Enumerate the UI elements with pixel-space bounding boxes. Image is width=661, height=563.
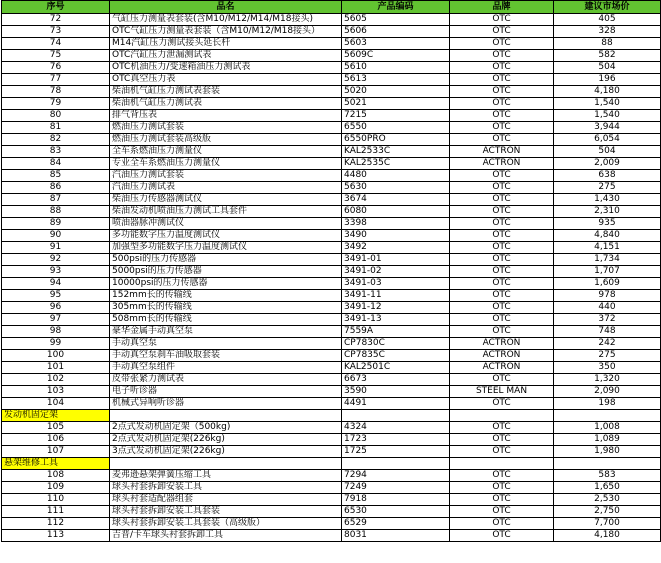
cell-brand: OTC [450, 62, 554, 74]
cell-seq: 88 [2, 206, 110, 218]
cell-seq: 76 [2, 62, 110, 74]
cell-seq: 110 [2, 494, 110, 506]
cell-name: 柴油发动机喷油压力测试工具套件 [110, 206, 342, 218]
cell-seq: 94 [2, 278, 110, 290]
section-empty-cell [554, 458, 661, 470]
cell-price: 1,650 [554, 482, 661, 494]
cell-name: 柴油机气缸压力测试表 [110, 98, 342, 110]
cell-code: 3492 [342, 242, 450, 254]
cell-code: 6529 [342, 518, 450, 530]
table-row [2, 146, 661, 158]
cell-seq: 86 [2, 182, 110, 194]
cell-price: 196 [554, 74, 661, 86]
cell-name: 手动真空泵 [110, 338, 342, 350]
section-title: 发动机固定架 [2, 410, 110, 422]
cell-code: 5613 [342, 74, 450, 86]
cell-brand: ACTRON [450, 158, 554, 170]
table-row [2, 26, 661, 38]
cell-price: 2,310 [554, 206, 661, 218]
cell-brand: OTC [450, 134, 554, 146]
cell-brand: ACTRON [450, 146, 554, 158]
cell-seq: 74 [2, 38, 110, 50]
cell-brand: OTC [450, 398, 554, 410]
cell-brand: OTC [450, 98, 554, 110]
cell-price: 6,054 [554, 134, 661, 146]
cell-seq: 108 [2, 470, 110, 482]
cell-brand: ACTRON [450, 350, 554, 362]
cell-seq: 101 [2, 362, 110, 374]
table-row [2, 158, 661, 170]
cell-code: 6530 [342, 506, 450, 518]
cell-seq: 84 [2, 158, 110, 170]
cell-price: 1,430 [554, 194, 661, 206]
cell-name: 吉普/卡车球头衬套拆卸工具 [110, 530, 342, 542]
header-brand: 品牌 [450, 1, 554, 14]
header-row [2, 1, 661, 14]
cell-seq: 104 [2, 398, 110, 410]
cell-name: 305mm长的传输线 [110, 302, 342, 314]
cell-code: CP7835C [342, 350, 450, 362]
cell-code: 5603 [342, 38, 450, 50]
cell-seq: 81 [2, 122, 110, 134]
cell-seq: 83 [2, 146, 110, 158]
cell-code: 3398 [342, 218, 450, 230]
cell-code: 4491 [342, 398, 450, 410]
cell-price: 935 [554, 218, 661, 230]
cell-code: 3490 [342, 230, 450, 242]
cell-name: 球头衬套适配器组套 [110, 494, 342, 506]
cell-price: 504 [554, 62, 661, 74]
table-row [2, 494, 661, 506]
cell-price: 1,008 [554, 422, 661, 434]
cell-name: 排气背压表 [110, 110, 342, 122]
cell-price: 7,700 [554, 518, 661, 530]
cell-name: 全车系燃油压力测量仪 [110, 146, 342, 158]
cell-price: 405 [554, 14, 661, 26]
cell-code: 3674 [342, 194, 450, 206]
cell-brand: OTC [450, 326, 554, 338]
cell-code: 3491-12 [342, 302, 450, 314]
cell-seq: 107 [2, 446, 110, 458]
cell-seq: 82 [2, 134, 110, 146]
cell-price: 4,180 [554, 86, 661, 98]
cell-name: M14汽缸压力测试接头延长杆 [110, 38, 342, 50]
cell-name: OTC机油压力/变速箱油压力测试表 [110, 62, 342, 74]
cell-code: 6550PRO [342, 134, 450, 146]
cell-code: 5630 [342, 182, 450, 194]
section-empty-cell [342, 410, 450, 422]
cell-price: 1,540 [554, 110, 661, 122]
cell-brand: OTC [450, 434, 554, 446]
cell-price: 1,540 [554, 98, 661, 110]
table-row [2, 242, 661, 254]
table-row [2, 206, 661, 218]
cell-brand: OTC [450, 278, 554, 290]
cell-price: 583 [554, 470, 661, 482]
table-row [2, 446, 661, 458]
table-row [2, 398, 661, 410]
cell-name: 柴油机气缸压力测试表套装 [110, 86, 342, 98]
cell-seq: 105 [2, 422, 110, 434]
section-empty-cell [450, 458, 554, 470]
table-row [2, 50, 661, 62]
table-row [2, 470, 661, 482]
cell-brand: OTC [450, 314, 554, 326]
cell-name: 机械式异响听诊器 [110, 398, 342, 410]
cell-price: 88 [554, 38, 661, 50]
cell-name: 柴油压力传感器测试仪 [110, 194, 342, 206]
cell-name: 2点式发动机固定架（500kg) [110, 422, 342, 434]
cell-code: 3590 [342, 386, 450, 398]
cell-brand: ACTRON [450, 338, 554, 350]
cell-code: 3491-11 [342, 290, 450, 302]
table-row [2, 386, 661, 398]
table-row [2, 230, 661, 242]
cell-price: 4,840 [554, 230, 661, 242]
cell-code: 5021 [342, 98, 450, 110]
cell-name: 燃油压力测试套装 [110, 122, 342, 134]
table-row [2, 338, 661, 350]
cell-code: 1725 [342, 446, 450, 458]
cell-name: 10000psi的压力传感器 [110, 278, 342, 290]
cell-name: OTC气缸压力测量表套装（含M10/M12/M18接头） [110, 26, 342, 38]
cell-price: 1,707 [554, 266, 661, 278]
cell-code: 7918 [342, 494, 450, 506]
table-row [2, 326, 661, 338]
cell-brand: OTC [450, 254, 554, 266]
cell-brand: OTC [450, 422, 554, 434]
cell-price: 582 [554, 50, 661, 62]
cell-price: 198 [554, 398, 661, 410]
cell-code: 6080 [342, 206, 450, 218]
cell-seq: 97 [2, 314, 110, 326]
cell-seq: 90 [2, 230, 110, 242]
cell-code: 7215 [342, 110, 450, 122]
table-row [2, 194, 661, 206]
cell-brand: OTC [450, 50, 554, 62]
cell-code: 8031 [342, 530, 450, 542]
cell-seq: 98 [2, 326, 110, 338]
cell-code: 4324 [342, 422, 450, 434]
section-empty-cell [342, 458, 450, 470]
table-row [2, 218, 661, 230]
cell-code: 4480 [342, 170, 450, 182]
table-row [2, 302, 661, 314]
cell-price: 372 [554, 314, 661, 326]
cell-brand: OTC [450, 206, 554, 218]
cell-brand: OTC [450, 506, 554, 518]
cell-price: 2,750 [554, 506, 661, 518]
table-row [2, 254, 661, 266]
table-row [2, 122, 661, 134]
cell-seq: 73 [2, 26, 110, 38]
cell-seq: 95 [2, 290, 110, 302]
cell-name: 手动真空泵组件 [110, 362, 342, 374]
cell-price: 440 [554, 302, 661, 314]
section-header-row [2, 458, 661, 470]
cell-code: 6550 [342, 122, 450, 134]
cell-brand: OTC [450, 218, 554, 230]
cell-brand: OTC [450, 482, 554, 494]
cell-price: 1,609 [554, 278, 661, 290]
cell-name: 豪华金属手动真空泵 [110, 326, 342, 338]
cell-seq: 87 [2, 194, 110, 206]
cell-seq: 77 [2, 74, 110, 86]
table-row [2, 506, 661, 518]
cell-brand: OTC [450, 266, 554, 278]
cell-price: 242 [554, 338, 661, 350]
cell-name: 加强型多功能数字压力温度测试仪 [110, 242, 342, 254]
cell-price: 1,734 [554, 254, 661, 266]
cell-code: 7559A [342, 326, 450, 338]
cell-code: 3491-03 [342, 278, 450, 290]
cell-brand: OTC [450, 302, 554, 314]
table-row [2, 518, 661, 530]
cell-brand: OTC [450, 446, 554, 458]
table-row [2, 110, 661, 122]
cell-name: 球头衬套拆卸安装工具 [110, 482, 342, 494]
cell-brand: OTC [450, 182, 554, 194]
cell-brand: OTC [450, 494, 554, 506]
cell-name: 燃油压力测试套装高级版 [110, 134, 342, 146]
cell-name: 球头衬套拆卸安装工具套装 [110, 506, 342, 518]
cell-seq: 85 [2, 170, 110, 182]
cell-seq: 96 [2, 302, 110, 314]
cell-name: OTC汽缸压力泄漏测试表 [110, 50, 342, 62]
cell-name: 3点式发动机固定架(226kg) [110, 446, 342, 458]
table-row [2, 482, 661, 494]
table-row [2, 134, 661, 146]
table-row [2, 278, 661, 290]
cell-code: 5606 [342, 26, 450, 38]
cell-seq: 112 [2, 518, 110, 530]
cell-code: 6673 [342, 374, 450, 386]
section-empty-cell [554, 410, 661, 422]
cell-brand: OTC [450, 110, 554, 122]
cell-name: 气缸压力测量表套装(含M10/M12/M14/M18接头) [110, 14, 342, 26]
cell-brand: OTC [450, 14, 554, 26]
table-row [2, 362, 661, 374]
cell-name: 手动真空泵刹车油吸取套装 [110, 350, 342, 362]
cell-brand: OTC [450, 230, 554, 242]
section-empty-cell [450, 410, 554, 422]
table-row [2, 62, 661, 74]
table-row [2, 98, 661, 110]
cell-name: 皮带张紧力测试表 [110, 374, 342, 386]
cell-brand: OTC [450, 374, 554, 386]
cell-brand: STEEL MAN [450, 386, 554, 398]
cell-seq: 111 [2, 506, 110, 518]
section-header-row [2, 410, 661, 422]
cell-name: OTC真空压力表 [110, 74, 342, 86]
cell-code: KAL2533C [342, 146, 450, 158]
cell-price: 4,180 [554, 530, 661, 542]
cell-name: 喷油器脉冲测试仪 [110, 218, 342, 230]
header-price: 建议市场价 [554, 1, 661, 14]
cell-seq: 92 [2, 254, 110, 266]
cell-brand: OTC [450, 530, 554, 542]
cell-price: 638 [554, 170, 661, 182]
section-empty-cell [110, 458, 342, 470]
table-row [2, 38, 661, 50]
cell-name: 508mm长的传输线 [110, 314, 342, 326]
cell-price: 978 [554, 290, 661, 302]
cell-price: 2,009 [554, 158, 661, 170]
table-body [2, 14, 661, 542]
header-code: 产品编码 [342, 1, 450, 14]
cell-code: 3491-01 [342, 254, 450, 266]
cell-brand: OTC [450, 170, 554, 182]
cell-price: 748 [554, 326, 661, 338]
cell-code: 1723 [342, 434, 450, 446]
cell-name: 500psi的压力传感器 [110, 254, 342, 266]
cell-name: 152mm长的传输线 [110, 290, 342, 302]
cell-brand: OTC [450, 194, 554, 206]
cell-seq: 72 [2, 14, 110, 26]
cell-code: 5609C [342, 50, 450, 62]
table-row [2, 86, 661, 98]
header-seq: 序号 [2, 1, 110, 14]
cell-price: 4,151 [554, 242, 661, 254]
cell-brand: OTC [450, 86, 554, 98]
cell-code: KAL2501C [342, 362, 450, 374]
cell-seq: 109 [2, 482, 110, 494]
cell-code: CP7830C [342, 338, 450, 350]
table-row [2, 434, 661, 446]
cell-code: 7249 [342, 482, 450, 494]
cell-brand: OTC [450, 38, 554, 50]
table-row [2, 182, 661, 194]
table-row [2, 314, 661, 326]
cell-name: 麦弗逊悬架弹簧压缩工具 [110, 470, 342, 482]
cell-price: 1,980 [554, 446, 661, 458]
cell-price: 1,089 [554, 434, 661, 446]
price-list-table [1, 0, 661, 542]
table-row [2, 530, 661, 542]
cell-code: 3491-02 [342, 266, 450, 278]
section-empty-cell [110, 410, 342, 422]
cell-seq: 106 [2, 434, 110, 446]
cell-price: 275 [554, 182, 661, 194]
cell-seq: 113 [2, 530, 110, 542]
cell-seq: 99 [2, 338, 110, 350]
cell-seq: 103 [2, 386, 110, 398]
table-row [2, 350, 661, 362]
cell-price: 1,320 [554, 374, 661, 386]
cell-code: 5020 [342, 86, 450, 98]
cell-name: 多功能数字压力温度测试仪 [110, 230, 342, 242]
cell-seq: 78 [2, 86, 110, 98]
cell-name: 5000psi的压力传感器 [110, 266, 342, 278]
cell-seq: 80 [2, 110, 110, 122]
cell-price: 2,090 [554, 386, 661, 398]
table-row [2, 170, 661, 182]
cell-brand: OTC [450, 470, 554, 482]
cell-seq: 91 [2, 242, 110, 254]
table-row [2, 266, 661, 278]
table-row [2, 14, 661, 26]
cell-seq: 89 [2, 218, 110, 230]
cell-name: 球头衬套拆卸安装工具套装（高级版） [110, 518, 342, 530]
cell-price: 328 [554, 26, 661, 38]
table-row [2, 290, 661, 302]
cell-brand: OTC [450, 26, 554, 38]
section-title: 悬架维修工具 [2, 458, 110, 470]
cell-price: 504 [554, 146, 661, 158]
cell-seq: 100 [2, 350, 110, 362]
cell-seq: 79 [2, 98, 110, 110]
cell-seq: 102 [2, 374, 110, 386]
cell-brand: ACTRON [450, 362, 554, 374]
cell-name: 电子听诊器 [110, 386, 342, 398]
cell-brand: OTC [450, 518, 554, 530]
cell-seq: 93 [2, 266, 110, 278]
cell-price: 2,530 [554, 494, 661, 506]
cell-brand: OTC [450, 242, 554, 254]
table-row [2, 74, 661, 86]
cell-price: 350 [554, 362, 661, 374]
cell-code: 3491-13 [342, 314, 450, 326]
cell-name: 汽油压力测试套装 [110, 170, 342, 182]
table-row [2, 374, 661, 386]
table-row [2, 422, 661, 434]
cell-price: 3,944 [554, 122, 661, 134]
cell-price: 275 [554, 350, 661, 362]
cell-code: 7294 [342, 470, 450, 482]
cell-brand: OTC [450, 290, 554, 302]
cell-code: 5605 [342, 14, 450, 26]
cell-name: 汽油压力测试表 [110, 182, 342, 194]
cell-code: KAL2535C [342, 158, 450, 170]
header-name: 品名 [110, 1, 342, 14]
cell-seq: 75 [2, 50, 110, 62]
cell-name: 专业全车系燃油压力测量仪 [110, 158, 342, 170]
cell-name: 2点式发动机固定架(226kg) [110, 434, 342, 446]
cell-code: 5610 [342, 62, 450, 74]
cell-brand: OTC [450, 74, 554, 86]
cell-brand: OTC [450, 122, 554, 134]
